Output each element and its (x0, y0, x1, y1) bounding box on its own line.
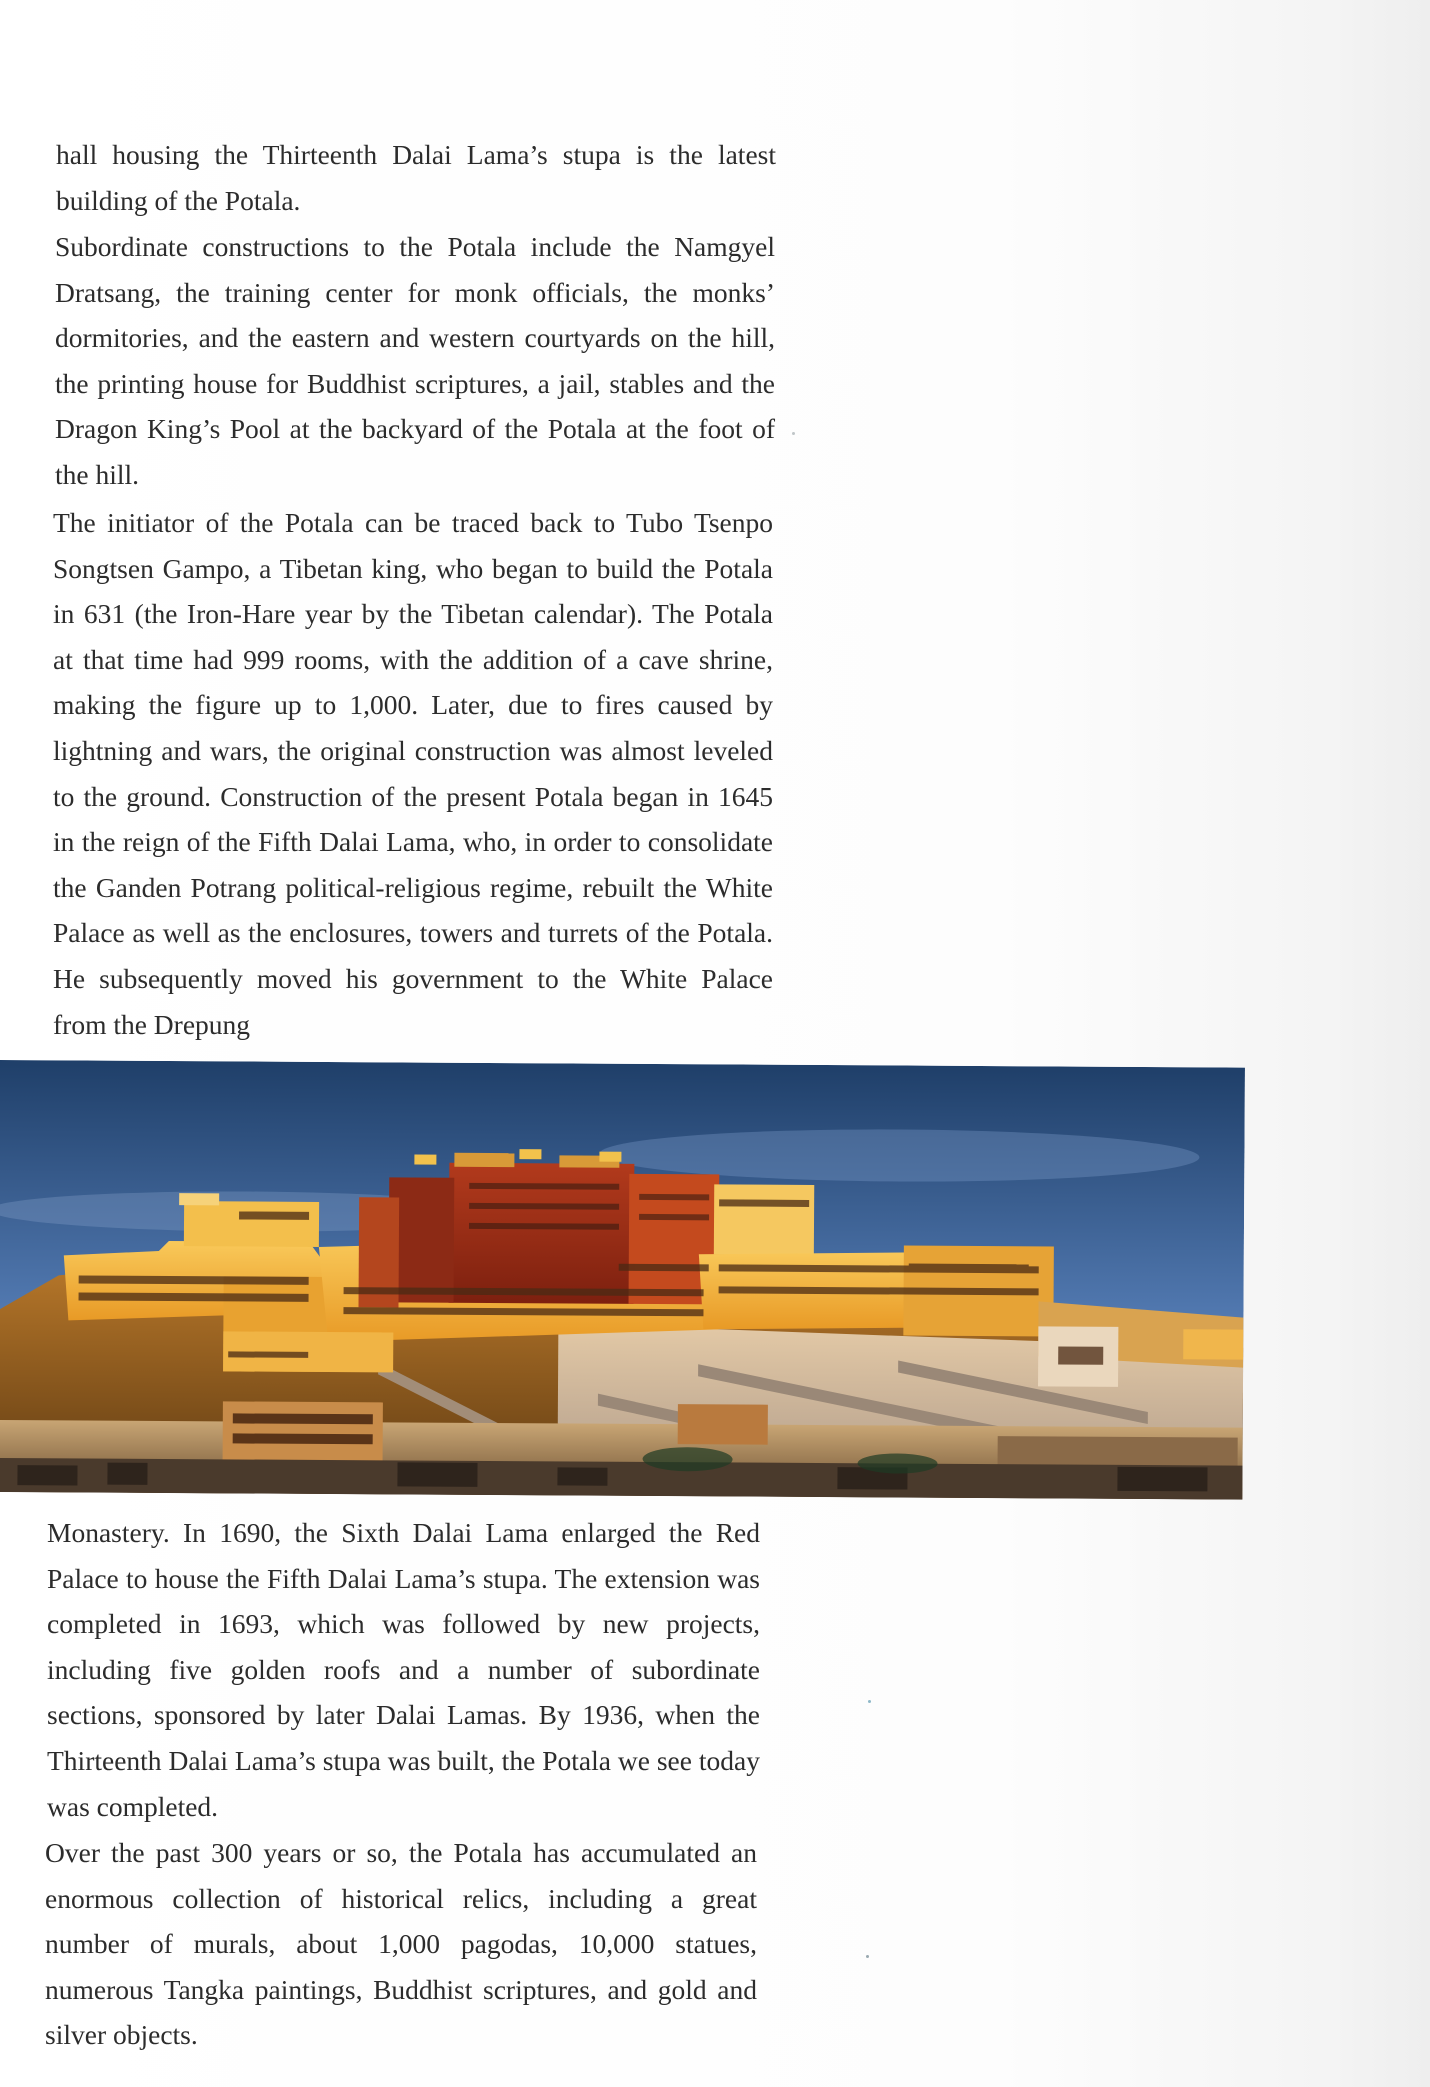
paragraph-later-expansion: Monastery. In 1690, the Sixth Dalai Lama enlarged the Red Palace to house the Fifth Dalai Lama’s stupa. The extension was completed in 1693, which was followed by new projects, including five golden roofs and a number of subordinate sections, sponsored by later Dalai Lamas. By 1936, when the Thirteenth Dalai Lama’s stupa was built, the Potala we see today was completed. (47, 1517, 760, 1822)
paragraph-history-of-construction: The initiator of the Potala can be traced back to Tubo Tsenpo Songtsen Gampo, a Tibetan king, who began to build the Potala in 631 (the Iron-Hare year by the Tibetan calendar). The Potala at that time had 999 rooms, with the addition of a cave shrine, making the figure up to 1,000. Later, due to fires caused by lightning and wars, the original construction was almost leveled to the ground. Construction of the present Potala began in 1645 in the reign of the Fifth Dalai Lama, who, in order to consolidate the Ganden Potrang political-religious regime, rebuilt the White Palace as well as the enclosures, towers and turrets of the Potala. He subsequently moved his government to the White Palace from the Drepung (53, 507, 773, 1040)
print-speck (792, 432, 795, 435)
paragraph-subordinate-constructions: Subordinate constructions to the Potala include the Namgyel Dratsang, the training center for monk officials, the monks’ dormitories, and the eastern and western courtyards on the hill, the printing house for Buddhist scriptures, a jail, stables and the Dragon King’s Pool at the backyard of the Potala at the foot of the hill. (55, 231, 775, 490)
paragraph-stupa-hall: hall housing the Thirteenth Dalai Lama’s stupa is the latest building of the Potala. (56, 139, 776, 216)
print-speck (868, 1700, 871, 1703)
paragraph-historical-relics: Over the past 300 years or so, the Potala has accumulated an enormous collection of historical relics, including a great number of murals, about 1,000 pagodas, 10,000 statues, numerous Tangka paintings, Buddhist scriptures, and gold and silver objects. (45, 1837, 757, 2051)
potala-palace-photo (0, 1060, 1245, 1500)
print-speck (866, 1955, 869, 1958)
